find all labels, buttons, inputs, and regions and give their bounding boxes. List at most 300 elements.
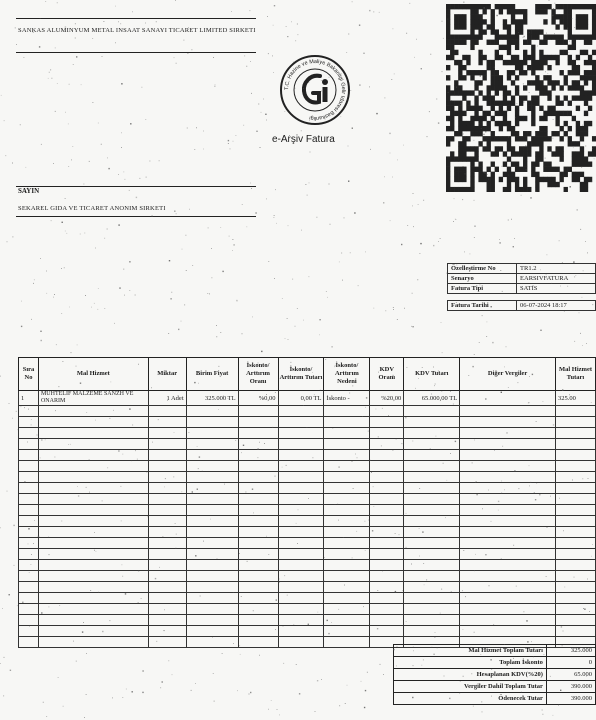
empty-cell (148, 439, 186, 450)
empty-cell (186, 582, 238, 593)
empty-cell (370, 527, 404, 538)
empty-cell (186, 505, 238, 516)
empty-cell (404, 428, 460, 439)
meta-value: TR1.2 (517, 264, 596, 274)
empty-cell (460, 626, 556, 637)
qr-code-icon (446, 4, 596, 192)
empty-cell (370, 439, 404, 450)
empty-cell (278, 494, 324, 505)
empty-cell (148, 549, 186, 560)
empty-cell (238, 637, 278, 648)
empty-cell (555, 560, 595, 571)
cell-other-taxes (460, 391, 556, 406)
empty-cell (555, 615, 595, 626)
empty-cell (19, 450, 39, 461)
cell-discount-amount: 0,00 TL (278, 391, 324, 406)
table-row-empty (19, 538, 596, 549)
empty-cell (186, 417, 238, 428)
empty-cell (460, 582, 556, 593)
table-row-empty (19, 527, 596, 538)
empty-cell (238, 505, 278, 516)
table-row-empty (19, 604, 596, 615)
empty-cell (238, 417, 278, 428)
empty-cell (148, 560, 186, 571)
empty-cell (404, 615, 460, 626)
invoice-meta-table (447, 263, 596, 311)
document-type-caption: e-Arşiv Fatura (272, 134, 335, 145)
empty-cell (555, 505, 595, 516)
empty-cell (404, 472, 460, 483)
empty-cell (324, 450, 370, 461)
table-row (19, 391, 596, 406)
empty-cell (148, 604, 186, 615)
cell-vat-amount: 65.000,00 TL (404, 391, 460, 406)
empty-cell (324, 549, 370, 560)
cell-discount-reason: İskonto - (324, 391, 370, 406)
empty-cell (148, 516, 186, 527)
empty-cell (404, 483, 460, 494)
empty-cell (238, 472, 278, 483)
totals-label: Toplam İskonto (394, 657, 547, 669)
table-row-empty (19, 472, 596, 483)
empty-cell (278, 571, 324, 582)
totals-value: 390.000 (546, 693, 595, 705)
empty-cell (238, 450, 278, 461)
cell-item: MUHTELIF MALZEME SANZH VE ONARIM (38, 391, 148, 406)
empty-cell (404, 417, 460, 428)
totals-row (394, 693, 596, 705)
empty-cell (404, 593, 460, 604)
col-header-vat-amount: KDV Tutarı (404, 358, 460, 391)
empty-cell (148, 582, 186, 593)
empty-cell (324, 494, 370, 505)
empty-cell (460, 439, 556, 450)
table-row-empty (19, 516, 596, 527)
table-row-empty (19, 582, 596, 593)
empty-cell (148, 472, 186, 483)
empty-cell (238, 439, 278, 450)
empty-cell (186, 615, 238, 626)
empty-cell (278, 505, 324, 516)
empty-cell (324, 505, 370, 516)
col-header-line-total: Mal Hizmet Tutarı (555, 358, 595, 391)
empty-cell (370, 593, 404, 604)
empty-cell (460, 483, 556, 494)
empty-cell (370, 560, 404, 571)
meta-value: EARSIVFATURA (517, 274, 596, 284)
empty-cell (38, 549, 148, 560)
col-header-qty: Miktar (148, 358, 186, 391)
empty-cell (148, 593, 186, 604)
empty-cell (19, 615, 39, 626)
buyer-top-divider (16, 186, 256, 187)
empty-cell (460, 516, 556, 527)
line-items-table (18, 357, 596, 648)
empty-cell (324, 582, 370, 593)
col-header-other-taxes: Diğer Vergiler (460, 358, 556, 391)
empty-cell (238, 516, 278, 527)
empty-cell (324, 461, 370, 472)
empty-cell (19, 571, 39, 582)
empty-cell (370, 461, 404, 472)
empty-cell (148, 505, 186, 516)
empty-cell (370, 505, 404, 516)
empty-cell (324, 626, 370, 637)
empty-cell (19, 439, 39, 450)
empty-cell (186, 626, 238, 637)
table-row-empty (19, 615, 596, 626)
totals-value: 325.000 (546, 645, 595, 657)
col-header-discount-amount: İskonto/ Arttırım Tutarı (278, 358, 324, 391)
empty-cell (19, 516, 39, 527)
empty-cell (324, 428, 370, 439)
meta-label: Senaryo (448, 274, 517, 284)
empty-cell (19, 604, 39, 615)
empty-cell (370, 516, 404, 527)
cell-discount-rate: %0,00 (238, 391, 278, 406)
totals-value: 65.000 (546, 669, 595, 681)
empty-cell (186, 461, 238, 472)
empty-cell (278, 593, 324, 604)
empty-cell (370, 604, 404, 615)
empty-cell (19, 626, 39, 637)
empty-cell (460, 615, 556, 626)
empty-cell (19, 406, 39, 417)
empty-cell (324, 571, 370, 582)
empty-cell (19, 428, 39, 439)
empty-cell (186, 516, 238, 527)
seller-bottom-divider (16, 52, 256, 53)
invoice-date-value: 06-07-2024 18:17 (517, 301, 596, 311)
empty-cell (186, 527, 238, 538)
empty-cell (186, 483, 238, 494)
empty-cell (404, 505, 460, 516)
empty-cell (404, 494, 460, 505)
empty-cell (555, 439, 595, 450)
totals-row (394, 681, 596, 693)
empty-cell (148, 626, 186, 637)
empty-cell (460, 549, 556, 560)
table-row-empty (19, 417, 596, 428)
empty-cell (370, 582, 404, 593)
empty-cell (148, 406, 186, 417)
meta-label: Fatura Tipi (448, 284, 517, 294)
totals-value: 390.000 (546, 681, 595, 693)
empty-cell (404, 516, 460, 527)
empty-cell (38, 516, 148, 527)
empty-cell (324, 593, 370, 604)
empty-cell (460, 527, 556, 538)
empty-cell (324, 516, 370, 527)
empty-cell (19, 417, 39, 428)
empty-cell (460, 450, 556, 461)
empty-cell (404, 538, 460, 549)
empty-cell (38, 626, 148, 637)
empty-cell (186, 439, 238, 450)
seller-top-divider (16, 18, 256, 19)
empty-cell (186, 494, 238, 505)
totals-row (394, 669, 596, 681)
empty-cell (370, 494, 404, 505)
empty-cell (370, 549, 404, 560)
empty-cell (324, 637, 370, 648)
empty-cell (278, 439, 324, 450)
empty-cell (370, 428, 404, 439)
empty-cell (19, 549, 39, 560)
empty-cell (370, 571, 404, 582)
col-header-discount-rate: İskonto/ Arttırım Oranı (238, 358, 278, 391)
empty-cell (460, 505, 556, 516)
empty-cell (148, 450, 186, 461)
empty-cell (38, 406, 148, 417)
empty-cell (19, 483, 39, 494)
empty-cell (148, 571, 186, 582)
empty-cell (404, 560, 460, 571)
meta-value: SATIS (517, 284, 596, 294)
empty-cell (324, 439, 370, 450)
empty-cell (555, 516, 595, 527)
table-row-empty (19, 571, 596, 582)
meta-label: Özelleştirme No (448, 264, 517, 274)
empty-cell (555, 604, 595, 615)
empty-cell (19, 560, 39, 571)
col-header-unit-price: Birim Fiyat (186, 358, 238, 391)
empty-cell (238, 461, 278, 472)
empty-cell (148, 615, 186, 626)
empty-cell (148, 483, 186, 494)
empty-cell (238, 494, 278, 505)
buyer-name: SEKAREL GIDA VE TICARET ANONIM SIRKETI (18, 205, 166, 212)
empty-cell (278, 461, 324, 472)
empty-cell (186, 560, 238, 571)
empty-cell (148, 428, 186, 439)
empty-cell (555, 428, 595, 439)
empty-cell (555, 483, 595, 494)
empty-cell (555, 417, 595, 428)
table-header-row (19, 358, 596, 391)
empty-cell (38, 483, 148, 494)
empty-cell (186, 428, 238, 439)
cell-line-total: 325.00 (555, 391, 595, 406)
empty-cell (38, 527, 148, 538)
empty-cell (38, 582, 148, 593)
empty-cell (460, 571, 556, 582)
empty-cell (555, 582, 595, 593)
empty-cell (324, 527, 370, 538)
totals-label: Hesaplanan KDV(%20) (394, 669, 547, 681)
empty-cell (19, 527, 39, 538)
empty-cell (19, 494, 39, 505)
table-row-empty (19, 505, 596, 516)
empty-cell (186, 549, 238, 560)
table-row-empty (19, 406, 596, 417)
empty-cell (460, 560, 556, 571)
empty-cell (278, 637, 324, 648)
empty-cell (19, 461, 39, 472)
empty-cell (186, 604, 238, 615)
cell-qty: 1 Adet (148, 391, 186, 406)
empty-cell (186, 472, 238, 483)
empty-cell (404, 549, 460, 560)
empty-cell (404, 582, 460, 593)
empty-cell (186, 571, 238, 582)
empty-cell (460, 538, 556, 549)
empty-cell (238, 593, 278, 604)
totals-row (394, 657, 596, 669)
empty-cell (404, 461, 460, 472)
empty-cell (278, 549, 324, 560)
empty-cell (38, 472, 148, 483)
empty-cell (404, 406, 460, 417)
table-row-empty (19, 626, 596, 637)
empty-cell (370, 450, 404, 461)
totals-label: Vergiler Dahil Toplam Tutar (394, 681, 547, 693)
empty-cell (148, 417, 186, 428)
empty-cell (555, 593, 595, 604)
table-row-empty (19, 428, 596, 439)
empty-cell (370, 472, 404, 483)
empty-cell (38, 450, 148, 461)
empty-cell (278, 560, 324, 571)
meta-row (448, 274, 596, 284)
empty-cell (370, 626, 404, 637)
meta-row (448, 284, 596, 294)
empty-cell (38, 439, 148, 450)
empty-cell (460, 461, 556, 472)
meta-row-date (448, 301, 596, 311)
empty-cell (38, 505, 148, 516)
empty-cell (38, 494, 148, 505)
empty-cell (38, 560, 148, 571)
col-header-discount-reason: İskonto/ Arttırım Nedeni (324, 358, 370, 391)
empty-cell (148, 494, 186, 505)
buyer-heading: SAYIN (18, 187, 40, 195)
empty-cell (404, 439, 460, 450)
cell-no: 1 (19, 391, 39, 406)
empty-cell (238, 549, 278, 560)
meta-row (448, 264, 596, 274)
empty-cell (278, 527, 324, 538)
empty-cell (324, 538, 370, 549)
empty-cell (555, 450, 595, 461)
gib-seal-icon (279, 54, 351, 126)
col-header-no: Sıra No (19, 358, 39, 391)
totals-value: 0 (546, 657, 595, 669)
totals-label: Ödenecek Tutar (394, 693, 547, 705)
empty-cell (460, 417, 556, 428)
empty-cell (238, 571, 278, 582)
empty-cell (238, 527, 278, 538)
empty-cell (148, 527, 186, 538)
empty-cell (278, 626, 324, 637)
empty-cell (555, 494, 595, 505)
empty-cell (404, 604, 460, 615)
table-row-empty (19, 450, 596, 461)
empty-cell (19, 505, 39, 516)
empty-cell (148, 538, 186, 549)
meta-spacer (448, 294, 596, 301)
empty-cell (186, 593, 238, 604)
empty-cell (324, 560, 370, 571)
empty-cell (148, 637, 186, 648)
empty-cell (278, 604, 324, 615)
empty-cell (460, 494, 556, 505)
empty-cell (460, 593, 556, 604)
empty-cell (404, 527, 460, 538)
table-row-empty (19, 560, 596, 571)
empty-cell (186, 637, 238, 648)
empty-cell (238, 626, 278, 637)
cell-vat-rate: %20,00 (370, 391, 404, 406)
table-row-empty (19, 461, 596, 472)
table-row-empty (19, 549, 596, 560)
empty-cell (404, 450, 460, 461)
svg-text:T.C. Hazine ve Maliye Bakanlig (284, 59, 346, 121)
cell-unit-price: 325.000 TL (186, 391, 238, 406)
empty-cell (460, 428, 556, 439)
empty-cell (38, 593, 148, 604)
empty-cell (324, 406, 370, 417)
empty-cell (238, 483, 278, 494)
empty-cell (38, 461, 148, 472)
totals-row (394, 645, 596, 657)
empty-cell (38, 428, 148, 439)
empty-cell (324, 615, 370, 626)
empty-cell (278, 582, 324, 593)
empty-cell (278, 483, 324, 494)
col-header-item: Mal Hizmet (38, 358, 148, 391)
table-row-empty (19, 483, 596, 494)
empty-cell (38, 615, 148, 626)
empty-cell (324, 472, 370, 483)
empty-cell (19, 472, 39, 483)
table-row-empty (19, 494, 596, 505)
empty-cell (370, 417, 404, 428)
empty-cell (19, 538, 39, 549)
empty-cell (186, 450, 238, 461)
empty-cell (238, 615, 278, 626)
empty-cell (404, 571, 460, 582)
empty-cell (370, 538, 404, 549)
empty-cell (238, 406, 278, 417)
empty-cell (148, 461, 186, 472)
table-row-empty (19, 593, 596, 604)
empty-cell (555, 626, 595, 637)
empty-cell (555, 571, 595, 582)
empty-cell (404, 626, 460, 637)
empty-cell (238, 560, 278, 571)
empty-cell (555, 549, 595, 560)
empty-cell (278, 406, 324, 417)
empty-cell (278, 615, 324, 626)
empty-cell (370, 483, 404, 494)
invoice-date-label: Fatura Tarihi (448, 301, 517, 311)
empty-cell (324, 483, 370, 494)
empty-cell (460, 604, 556, 615)
empty-cell (555, 406, 595, 417)
empty-cell (324, 604, 370, 615)
seller-name: SANKAS ALUMINYUM METAL INSAAT SANAYI TICARET LIMITED SIRKETI (18, 27, 256, 34)
empty-cell (555, 472, 595, 483)
totals-table (393, 644, 596, 705)
empty-cell (460, 472, 556, 483)
col-header-vat-rate: KDV Oranı (370, 358, 404, 391)
empty-cell (278, 450, 324, 461)
empty-cell (370, 615, 404, 626)
empty-cell (555, 527, 595, 538)
empty-cell (19, 593, 39, 604)
empty-cell (38, 571, 148, 582)
